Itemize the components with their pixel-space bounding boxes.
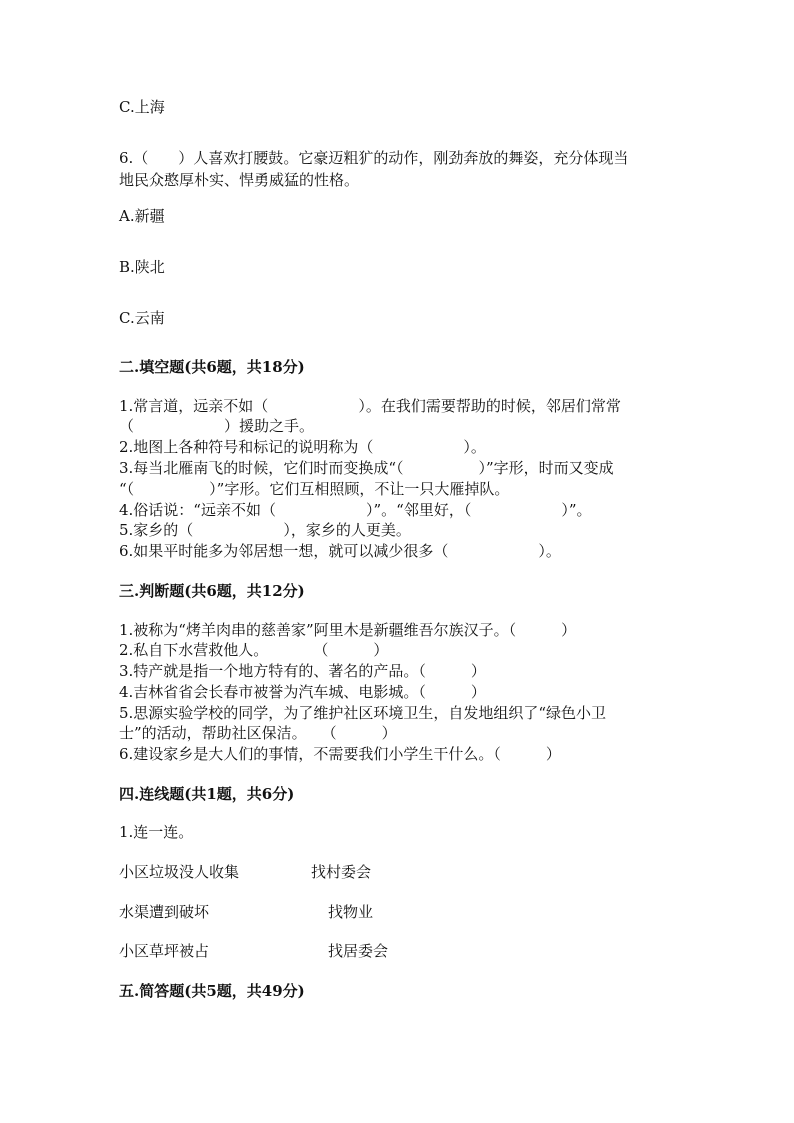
fill-blank-line: 6.如果平时能多为邻居想一想，就可以减少很多（ ）。	[119, 542, 561, 560]
section-4-title: 四.连线题(共1题，共6分)	[119, 785, 295, 803]
fill-blank-line: （ ）援助之手。	[119, 417, 315, 435]
matching-left-item: 小区草坪被占	[119, 942, 210, 960]
matching-question: 1.连一连。	[119, 823, 194, 841]
fill-blank-line: 1.常言道，远亲不如（ ）。在我们需要帮助的时候，邻居们常常	[119, 397, 621, 415]
fill-blank-line: 2.地图上各种符号和标记的说明称为（ ）。	[119, 438, 486, 456]
true-false-line: 1.被称为“烤羊肉串的慈善家”阿里木是新疆维吾尔族汉子。（ ）	[119, 621, 577, 639]
q6-stem-line-2: 地民众憨厚朴实、悍勇威猛的性格。	[119, 171, 360, 189]
true-false-line: 4.吉林省省会长春市被誉为汽车城、电影城。（ ）	[119, 683, 486, 701]
true-false-line: 5.思源实验学校的同学，为了维护社区环境卫生，自发地组织了“绿色小卫	[119, 704, 606, 722]
fill-blank-line: “（ ）”字形。它们互相照顾，不让一只大雁掉队。	[119, 480, 510, 498]
matching-left-item: 水渠遭到破坏	[119, 903, 210, 921]
q5-option-c: C.上海	[119, 98, 165, 116]
q6-option-c: C.云南	[119, 309, 165, 327]
fill-blank-line: 5.家乡的（ ），家乡的人更美。	[119, 521, 411, 539]
matching-right-item: 找村委会	[311, 863, 372, 881]
section-2-title: 二.填空题(共6题，共18分)	[119, 358, 305, 376]
fill-blank-line: 4.俗话说：“远亲不如（ ）”。“邻里好，（ ）”。	[119, 501, 592, 519]
true-false-line: 2.私自下水营救他人。 （ ）	[119, 641, 389, 659]
q6-stem-line-1: 6.（ ）人喜欢打腰鼓。它豪迈粗犷的动作，刚劲奔放的舞姿，充分体现当	[119, 149, 629, 167]
true-false-line: 士”的活动，帮助社区保洁。 （ ）	[119, 724, 397, 742]
fill-blank-line: 3.每当北雁南飞的时候，它们时而变换成“（ ）”字形，时而又变成	[119, 459, 614, 477]
q6-option-a: A.新疆	[119, 207, 165, 225]
section-3-title: 三.判断题(共6题，共12分)	[119, 582, 305, 600]
matching-right-item: 找物业	[328, 903, 374, 921]
q6-option-b: B.陕北	[119, 258, 165, 276]
matching-left-item: 小区垃圾没人收集	[119, 863, 240, 881]
matching-right-item: 找居委会	[328, 942, 389, 960]
true-false-line: 3.特产就是指一个地方特有的、著名的产品。（ ）	[119, 662, 486, 680]
true-false-line: 6.建设家乡是大人们的事情，不需要我们小学生干什么。（ ）	[119, 745, 561, 763]
section-5-title: 五.简答题(共5题，共49分)	[119, 982, 305, 1000]
